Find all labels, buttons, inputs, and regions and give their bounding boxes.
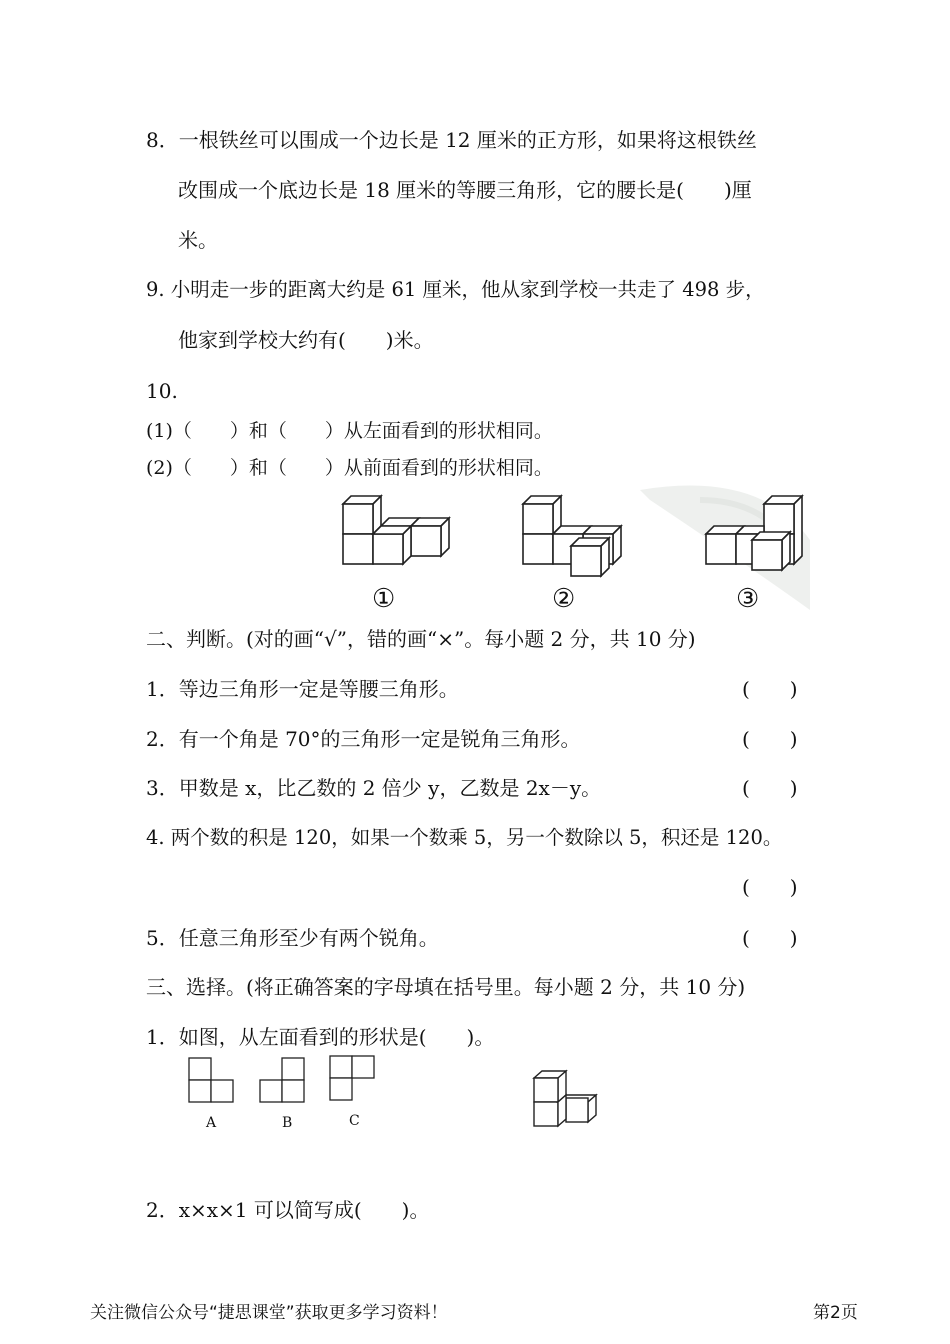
option-c-label: C: [349, 1113, 360, 1129]
q9-line1: 9. 小明走一步的距离大约是 61 厘米，他从家到学校一共走了 498 步，: [146, 278, 765, 301]
q8-line2: 改围成一个底边长是 18 厘米的等腰三角形，它的腰长是( )厘: [178, 178, 752, 202]
q9-line2: 他家到学校大约有( )米。: [178, 328, 434, 352]
judge-answer-2[interactable]: ( ): [742, 727, 798, 751]
judge-title: 二、判断。(对的画“√”，错的画“×”。每小题 2 分，共 10 分): [146, 627, 696, 651]
option-b-label: B: [282, 1115, 293, 1131]
choice-title: 三、选择。(将正确答案的字母填在括号里。每小题 2 分，共 10 分): [146, 975, 746, 999]
judge-answer-1[interactable]: ( ): [742, 677, 798, 701]
figure-label-3: ③: [736, 584, 760, 614]
q8-line3: 米。: [178, 228, 218, 252]
option-a-label: A: [206, 1115, 217, 1131]
cube-figure-3: [700, 490, 830, 580]
page-number: 第2页: [813, 1303, 858, 1323]
cube-figure-1: [335, 490, 465, 580]
cube-figure-2: [515, 490, 645, 580]
judge-item-1: 1．等边三角形一定是等腰三角形。: [146, 677, 459, 701]
option-a-shape: [188, 1057, 238, 1107]
choice-q1: 1．如图，从左面看到的形状是( )。: [146, 1025, 495, 1049]
option-c-shape: [329, 1055, 379, 1105]
q10-part1: (1)（ ）和（ ）从左面看到的形状相同。: [146, 420, 553, 442]
judge-item-4: 4. 两个数的积是 120，如果一个数乘 5，另一个数除以 5，积还是 120。: [146, 826, 783, 849]
judge-item-3: 3．甲数是 x，比乙数的 2 倍少 y，乙数是 2x－y。: [146, 776, 602, 800]
choice-q2: 2．x×x×1 可以简写成( )。: [146, 1198, 430, 1222]
q8-line1: 8．一根铁丝可以围成一个边长是 12 厘米的正方形，如果将这根铁丝: [146, 128, 757, 152]
q10-number: 10.: [146, 379, 178, 403]
judge-answer-3[interactable]: ( ): [742, 776, 798, 800]
footer-note: 关注微信公众号“捷思课堂”获取更多学习资料！: [90, 1303, 448, 1323]
judge-answer-4[interactable]: ( ): [742, 875, 798, 899]
option-b-shape: [259, 1057, 309, 1107]
judge-answer-5[interactable]: ( ): [742, 926, 798, 950]
q10-part2: (2)（ ）和（ ）从前面看到的形状相同。: [146, 457, 553, 479]
figure-label-1: ①: [372, 584, 396, 614]
judge-item-5: 5．任意三角形至少有两个锐角。: [146, 926, 439, 950]
choice-q1-figure: [532, 1068, 612, 1134]
figure-label-2: ②: [552, 584, 576, 614]
judge-item-2: 2．有一个角是 70°的三角形一定是锐角三角形。: [146, 727, 581, 751]
